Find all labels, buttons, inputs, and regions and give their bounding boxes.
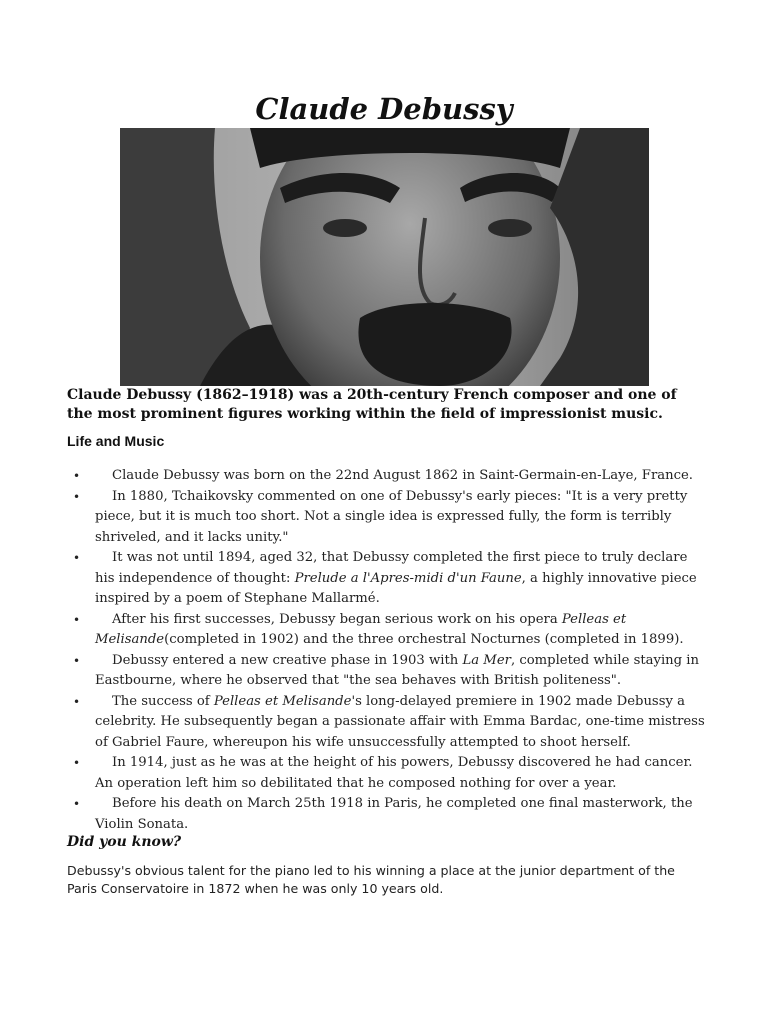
bullet-icon: • xyxy=(73,756,81,770)
bullet-text: Before his death on March 25th 1918 in Paris, he completed one final masterwork, the Violin Sonata. xyxy=(95,796,693,832)
did-you-know-heading: Did you know? xyxy=(67,834,182,850)
bullet-text xyxy=(95,548,707,610)
bullet-text-end: (completed in 1902) and the three orchestral Nocturnes (completed in 1899). xyxy=(164,632,684,647)
bullet-icon: • xyxy=(73,612,81,627)
bullet-text xyxy=(95,692,707,754)
bullet-icon: • xyxy=(73,469,81,483)
bullet-icon: • xyxy=(73,694,81,709)
bullet-text-start: It was not until 1894, aged 32, that Debussy completed the first piece to truly declare his independence of thought: xyxy=(95,550,688,586)
bullet-text-end: , completed while staying in Eastbourne, where he observed that "the sea behaves with British politeness". xyxy=(95,652,700,688)
bullet-text-end: 's long-delayed premiere in 1902 made Debussy a celebrity. He subsequently began a passionate affair with Emma Bardac, one-time mistress of Gabriel Faure, whereupon his wife unsuccessfully attempted to shoot herself. xyxy=(95,693,705,750)
bullet-text-end: , a highly innovative piece inspired by a poem of Stephane Mallarmé. xyxy=(95,570,697,606)
bullet-icon: • xyxy=(73,489,81,504)
work-title: La Mer xyxy=(462,652,511,668)
bullet-text: In 1880, Tchaikovsky commented on one of Debussy's early pieces: "It is a very pretty piece, but it is much too short. Not a single idea is expressed fully, the form is terribly shriveled, and it lacks unity." xyxy=(95,488,688,545)
bullet-text-start: Debussy entered a new creative phase in 1903 with xyxy=(112,652,463,668)
list-item xyxy=(67,692,707,754)
section-heading-life-and-music: Life and Music xyxy=(67,433,165,449)
list-item xyxy=(67,466,707,487)
bullet-text xyxy=(95,651,707,692)
list-item xyxy=(67,610,707,651)
bullet-text-start: After his first successes, Debussy began serious work on his opera xyxy=(112,611,562,627)
list-item xyxy=(67,548,707,610)
intro-paragraph: Claude Debussy (1862–1918) was a 20th-century French composer and one of the most prominent figures working within the field of impressionist music. xyxy=(67,387,677,422)
list-item xyxy=(67,753,707,794)
bullet-icon: • xyxy=(73,797,81,811)
work-title: Pelleas et Melisande xyxy=(213,693,352,709)
did-you-know-paragraph: Debussy's obvious talent for the piano led to his winning a place at the junior department of the Paris Conservatoire in 1872 when he was only 10 years old. xyxy=(67,863,675,896)
portrait-photo xyxy=(120,128,649,386)
list-item xyxy=(67,487,707,549)
list-item xyxy=(67,651,707,692)
work-title: Pelleas et Melisande xyxy=(95,611,627,647)
bullet-text: In 1914, just as he was at the height of his powers, Debussy discovered he had cancer. An operation left him so debilitated that he composed nothing for over a year. xyxy=(95,755,693,791)
bullet-icon: • xyxy=(73,653,81,668)
biography-bullet-list xyxy=(67,466,707,835)
work-title: Prelude a l'Apres-midi d'un Faune xyxy=(294,570,522,586)
list-item xyxy=(67,794,707,835)
page-title: Claude Debussy xyxy=(255,92,513,126)
bullet-text-start: The success of xyxy=(112,693,214,709)
bullet-text: Claude Debussy was born on the 22nd August 1862 in Saint-Germain-en-Laye, France. xyxy=(112,468,694,483)
bullet-text xyxy=(95,610,707,651)
bullet-icon: • xyxy=(73,551,81,565)
